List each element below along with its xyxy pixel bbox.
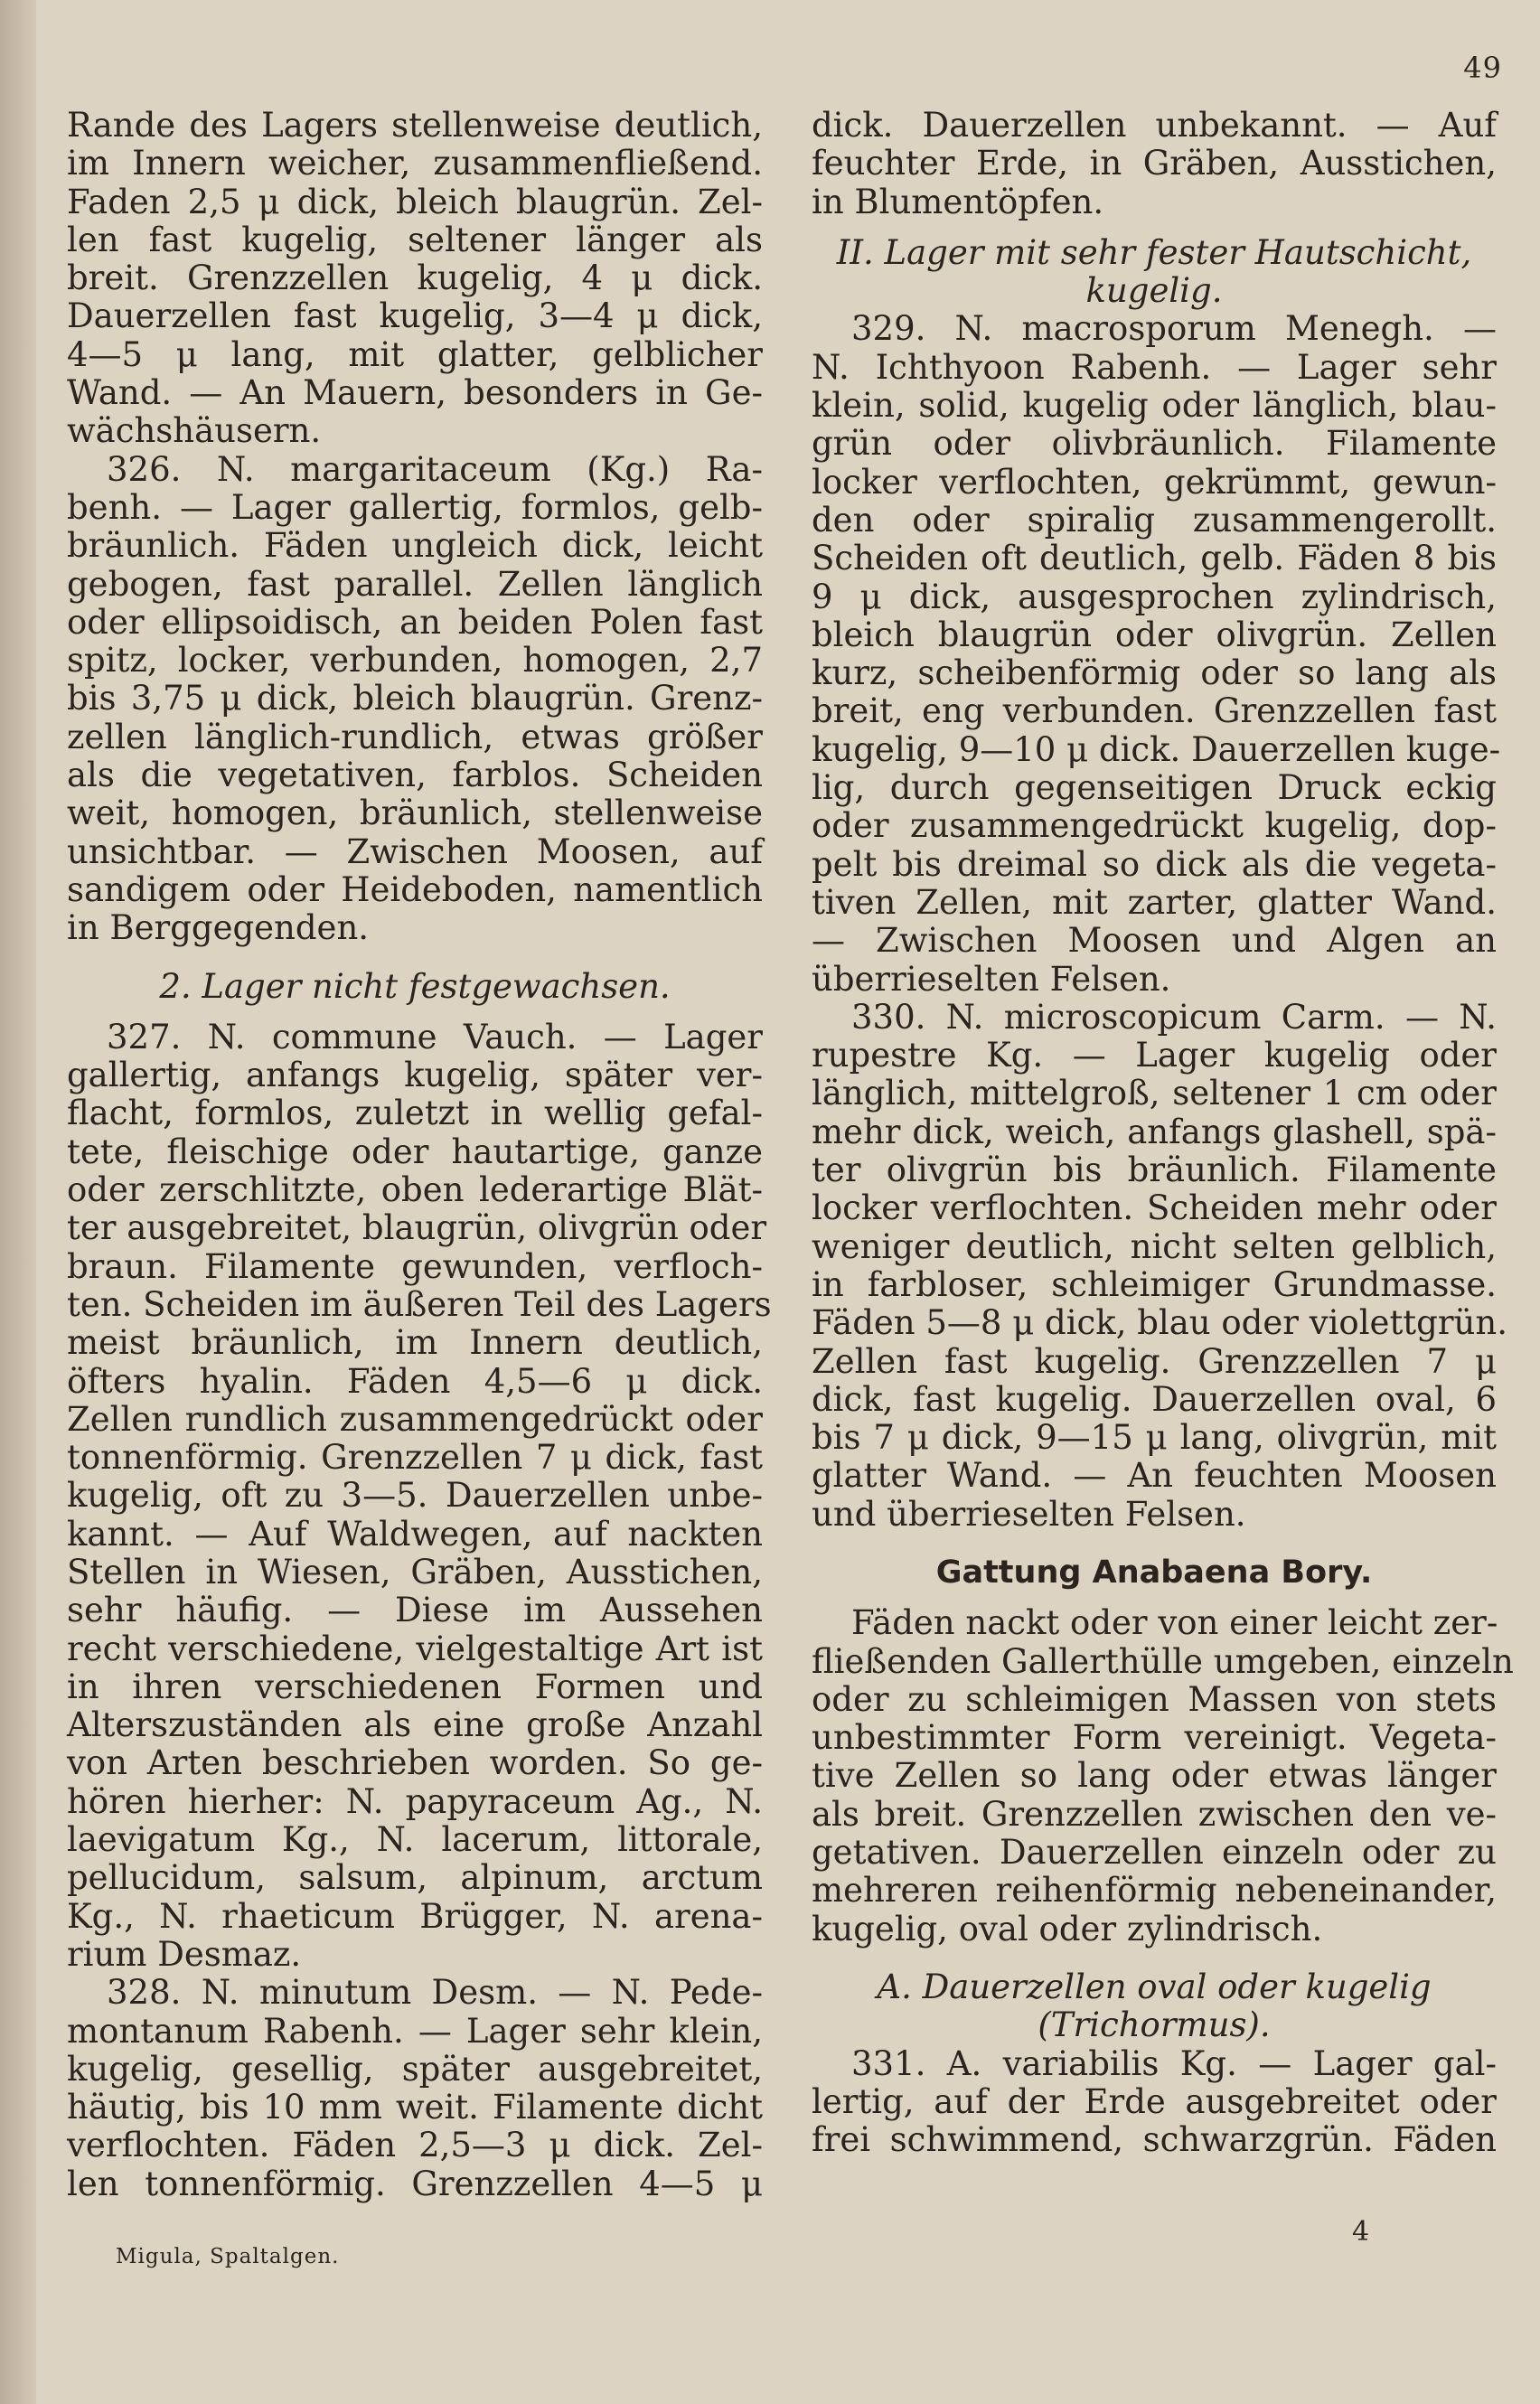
text-line: ter olivgrün bis bräunlich. Filamente (812, 1150, 1497, 1190)
text-line: in Berggegenden. (67, 908, 370, 948)
entry-heading-329: 329. N. macrosporum Menegh. — (851, 309, 1497, 349)
text-line: len fast kugelig, seltener länger als (67, 220, 763, 259)
text-line: fließenden Gallerthülle umgeben, einzeln (812, 1641, 1514, 1681)
text-line: verflochten. Fäden 2,5—3 μ dick. Zel- (67, 2126, 763, 2165)
text-line: den oder spiralig zusammengerollt. (812, 500, 1497, 540)
text-line: und überrieselten Felsen. (812, 1494, 1246, 1534)
text-line: weniger deutlich, nicht selten gelblich, (812, 1226, 1497, 1266)
text-line: laevigatum Kg., N. lacerum, littorale, (67, 1820, 763, 1860)
text-line: Zellen fast kugelig. Grenzzellen 7 μ (812, 1341, 1497, 1381)
text-line: als die vegetativen, farblos. Scheiden (67, 756, 763, 795)
text-line: Kg., N. rhaeticum Brügger, N. arena- (67, 1896, 763, 1936)
text-line: grün oder olivbräunlich. Filamente (812, 424, 1497, 464)
text-line: wächshäusern. (67, 411, 322, 451)
text-line: kugelig, gesellig, später ausgebreitet, (67, 2049, 763, 2089)
text-line: 9 μ dick, ausgesprochen zylindrisch, (812, 577, 1497, 616)
text-line: Fäden nackt oder von einer leicht zer- (851, 1603, 1498, 1643)
text-line: Rande des Lagers stellenweise deutlich, (67, 106, 763, 145)
text-line: ten. Scheiden im äußeren Teil des Lagers (67, 1284, 772, 1324)
text-line: Alterszuständen als eine große Anzahl (67, 1705, 763, 1745)
text-line: recht verschiedene, vielgestaltige Art ist (67, 1629, 763, 1668)
text-line: Zellen rundlich zusammengedrückt oder (67, 1399, 763, 1439)
entry-heading-328: 328. N. minutum Desm. — N. Pede- (107, 1973, 763, 2013)
text-line: oder zusammengedrückt kugelig, dop- (812, 806, 1497, 846)
section-subheading: A. Dauerzellen oval oder kugelig (877, 1967, 1432, 2006)
text-line: in ihren verschiedenen Formen und (67, 1667, 763, 1706)
text-line: bräunlich. Fäden ungleich dick, leicht (67, 526, 763, 566)
text-line: länglich, mittelgroß, seltener 1 cm oder (812, 1074, 1497, 1113)
text-line: Faden 2,5 μ dick, bleich blaugrün. Zel- (67, 182, 763, 221)
text-line: N. Ichthyoon Rabenh. — Lager sehr (812, 347, 1497, 387)
text-line: kugelig, 9—10 μ dick. Dauerzellen kuge- (812, 729, 1501, 769)
text-line: oder zerschlitzte, oben lederartige Blät- (67, 1170, 763, 1210)
text-line: überrieselten Felsen. (812, 959, 1171, 999)
text-line: gallertig, anfangs kugelig, später ver- (67, 1056, 763, 1095)
text-line: kurz, scheibenförmig oder so lang als (812, 653, 1497, 693)
footer-signature-mark: 4 (1352, 2216, 1370, 2248)
text-line: Fäden 5—8 μ dick, blau oder violettgrün. (812, 1303, 1507, 1343)
text-line: glatter Wand. — An feuchten Moosen (812, 1456, 1497, 1496)
text-line: von Arten beschrieben worden. So ge- (67, 1743, 763, 1783)
left-text-column (67, 106, 772, 2203)
text-line: rium Desmaz. (67, 1934, 302, 1974)
text-line: als breit. Grenzzellen zwischen den ve- (812, 1794, 1497, 1834)
binding-margin (0, 0, 36, 2404)
text-line: bis 7 μ dick, 9—15 μ lang, olivgrün, mit (812, 1418, 1497, 1458)
text-line: sehr häufig. — Diese im Aussehen (67, 1591, 763, 1630)
text-line: ter ausgebreitet, blaugrün, olivgrün oder (67, 1208, 767, 1248)
text-line: — Zwischen Moosen und Algen an (812, 921, 1497, 961)
text-line: kannt. — Auf Waldwegen, auf nackten (67, 1514, 763, 1554)
text-line: braun. Filamente gewunden, verfloch- (67, 1246, 763, 1286)
text-line: Stellen in Wiesen, Gräben, Ausstichen, (67, 1552, 763, 1592)
text-line: hören hierher: N. papyraceum Ag., N. (67, 1781, 763, 1821)
text-line: Wand. — An Mauern, besonders in Ge- (67, 373, 763, 413)
text-line: Dauerzellen fast kugelig, 3—4 μ dick, (67, 296, 763, 336)
text-line: im Innern weicher, zusammenfließend. (67, 144, 763, 183)
text-line: dick. Dauerzellen unbekannt. — Auf (812, 106, 1497, 145)
text-line: spitz, locker, verbunden, homogen, 2,7 (67, 641, 763, 681)
text-line: mehreren reihenförmig nebeneinander, (812, 1871, 1497, 1911)
entry-heading-327: 327. N. commune Vauch. — Lager (107, 1017, 763, 1056)
text-line: 4—5 μ lang, mit glatter, gelblicher (67, 334, 763, 374)
text-line: öfters hyalin. Fäden 4,5—6 μ dick. (67, 1361, 763, 1401)
text-line: feuchter Erde, in Gräben, Ausstichen, (812, 144, 1497, 183)
footer-author-title: Migula, Spaltalgen. (116, 2245, 340, 2268)
text-line: rupestre Kg. — Lager kugelig oder (812, 1036, 1497, 1075)
text-line: unsichtbar. — Zwischen Moosen, auf (67, 831, 763, 871)
text-line: lertig, auf der Erde ausgebreitet oder (812, 2081, 1497, 2121)
text-line: pellucidum, salsum, alpinum, arctum (67, 1858, 763, 1898)
text-line: gebogen, fast parallel. Zellen länglich (67, 564, 763, 604)
entry-heading-326: 326. N. margaritaceum (Kg.) Ra- (107, 449, 763, 489)
text-line: locker verflochten, gekrümmt, gewun- (812, 462, 1497, 502)
text-line: tiven Zellen, mit zarter, glatter Wand. (812, 882, 1497, 922)
entry-heading-331: 331. A. variabilis Kg. — Lager gal- (851, 2043, 1497, 2083)
text-line: unbestimmter Form vereinigt. Vegeta- (812, 1718, 1497, 1758)
text-line: tete, fleischige oder hautartige, ganze (67, 1132, 763, 1171)
text-line: in farbloser, schleimiger Grundmasse. (812, 1264, 1497, 1304)
text-line: meist bräunlich, im Innern deutlich, (67, 1323, 763, 1363)
section-subheading: 2. Lager nicht festgewachsen. (159, 966, 671, 1006)
page-number: 49 (1463, 51, 1502, 85)
section-subheading: (Trichormus). (1038, 2005, 1271, 2045)
text-line: tonnenförmig. Grenzzellen 7 μ dick, fast (67, 1438, 763, 1478)
text-line: weit, homogen, bräunlich, stellenweise (67, 794, 763, 833)
text-line: sandigem oder Heideboden, namentlich (67, 869, 763, 909)
text-line: mehr dick, weich, anfangs glashell, spä- (812, 1112, 1497, 1151)
right-text-column (812, 106, 1514, 2160)
text-line: tive Zellen so lang oder etwas länger (812, 1756, 1497, 1796)
text-line: bis 3,75 μ dick, bleich blaugrün. Grenz- (67, 679, 763, 718)
text-line: klein, solid, kugelig oder länglich, blau- (812, 386, 1497, 426)
text-line: Scheiden oft deutlich, gelb. Fäden 8 bis (812, 539, 1497, 578)
text-line: oder zu schleimigen Massen von stets (812, 1679, 1497, 1719)
text-line: lig, durch gegenseitigen Druck eckig (812, 768, 1497, 808)
text-line: locker verflochten. Scheiden mehr oder (812, 1188, 1497, 1228)
text-line: kugelig, oft zu 3—5. Dauerzellen unbe- (67, 1476, 763, 1516)
text-line: montanum Rabenh. — Lager sehr klein, (67, 2011, 763, 2051)
section-subheading: kugelig. (1085, 271, 1223, 311)
text-line: kugelig, oval oder zylindrisch. (812, 1909, 1323, 1949)
text-line: dick, fast kugelig. Dauerzellen oval, 6 (812, 1379, 1497, 1419)
genus-heading: Gattung Anabaena Bory. (935, 1554, 1373, 1591)
text-line: breit. Grenzzellen kugelig, 4 μ dick. (67, 258, 763, 298)
text-line: breit, eng verbunden. Grenzzellen fast (812, 691, 1497, 731)
text-line: len tonnenförmig. Grenzzellen 4—5 μ (67, 2164, 763, 2203)
text-line: in Blumentöpfen. (812, 182, 1104, 221)
section-subheading: II. Lager mit sehr fester Hautschicht, (836, 232, 1472, 272)
text-line: zellen länglich-rundlich, etwas größer (67, 717, 763, 756)
text-line: getativen. Dauerzellen einzeln oder zu (812, 1833, 1497, 1873)
text-line: pelt bis dreimal so dick als die vegeta- (812, 844, 1497, 884)
entry-heading-330: 330. N. microscopicum Carm. — N. (851, 997, 1497, 1037)
text-line: benh. — Lager gallertig, formlos, gelb- (67, 487, 763, 527)
text-line: frei schwimmend, schwarzgrün. Fäden (812, 2120, 1497, 2160)
text-line: oder ellipsoidisch, an beiden Polen fast (67, 602, 763, 642)
text-line: bleich blaugrün oder olivgrün. Zellen (812, 615, 1497, 654)
text-line: flacht, formlos, zuletzt in wellig gefal- (67, 1094, 763, 1133)
text-line: häutig, bis 10 mm weit. Filamente dicht (67, 2088, 763, 2127)
